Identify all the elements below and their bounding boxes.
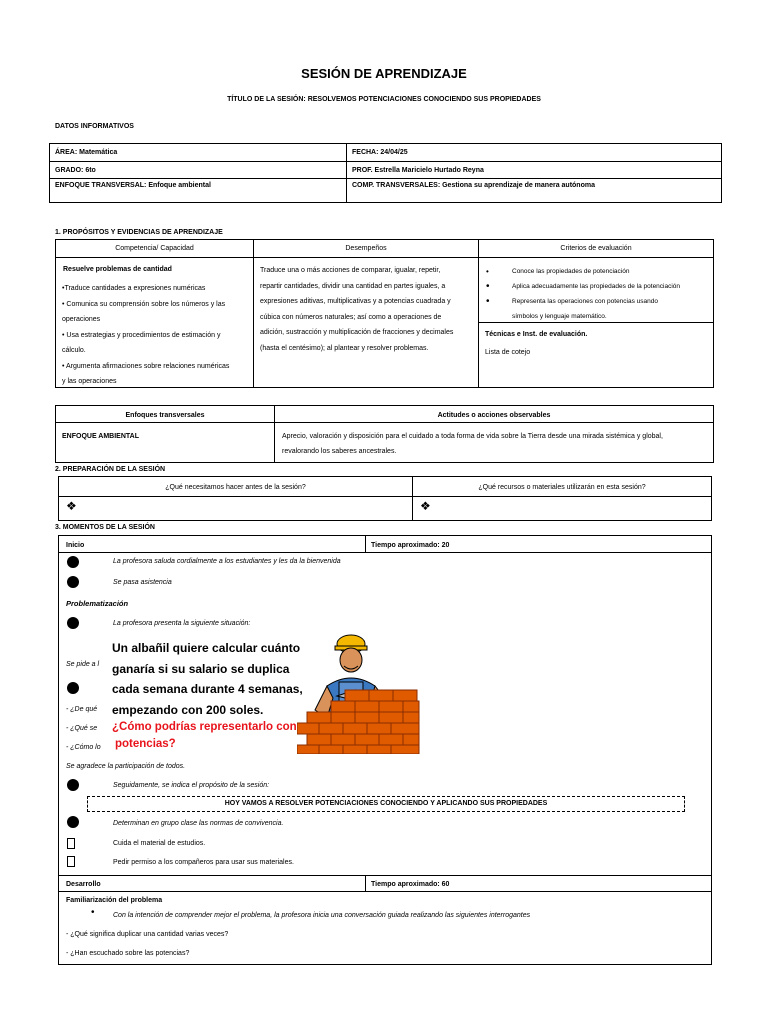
inicio-line: La profesora saluda cordialmente a los estudiantes y les da la bienvenida — [113, 558, 341, 565]
criterio-line: Aplica adecuadamente las propiedades de la potenciación — [512, 283, 681, 290]
competencia-title: Resuelve problemas de cantidad — [63, 266, 172, 273]
tiempo-inicio: Tiempo aproximado: 20 — [371, 542, 450, 549]
bricklayer-illustration — [297, 630, 420, 754]
checkbox-icon — [67, 856, 75, 867]
bullet-icon: • — [486, 296, 490, 307]
inicio-label: Inicio — [66, 542, 85, 549]
col-enfoques: Enfoques transversales — [125, 412, 205, 419]
capacidad-line: y las operaciones — [62, 378, 117, 385]
area-cell: ÁREA: Matemática — [50, 144, 347, 162]
problem-line: Un albañil quiere calcular cuánto — [112, 641, 301, 655]
datos-table — [49, 143, 722, 203]
diamond-bullet-icon: ❖ — [66, 499, 77, 513]
proposito-box: HOY VAMOS A RESOLVER POTENCIACIONES CONOCIENDO Y APLICANDO SUS PROPIEDADES — [87, 796, 685, 812]
propositos-table — [55, 239, 714, 388]
col-criterios: Criterios de evaluación — [560, 245, 632, 252]
question-line: - ¿De qué — [66, 706, 98, 713]
problematizacion-title: Problematización — [66, 599, 129, 608]
problem-question: ¿Cómo podrías representarlo con — [112, 721, 297, 733]
question-line: - ¿Cómo lo — [66, 744, 101, 751]
desempeno-line: Traduce una o más acciones de comparar, igualar, repetir, — [260, 267, 441, 274]
problem-question: potencias? — [115, 738, 176, 750]
criterio-line: Conoce las propiedades de potenciación — [512, 268, 630, 275]
capacidad-line: • Usa estrategias y procedimientos de estimación y — [62, 331, 221, 339]
desempeno-line: adición, sustracción y multiplicación de fracciones y decimales — [260, 329, 454, 336]
capacidad-line: • Argumenta afirmaciones sobre relaciones numéricas — [62, 362, 230, 370]
col-competencia: Competencia/ Capacidad — [115, 245, 194, 252]
question-line: - ¿Qué se — [66, 725, 98, 732]
question-line: - ¿Qué significa duplicar una cantidad varias veces? — [66, 931, 229, 938]
preparacion-table — [58, 476, 712, 521]
problem-line: cada semana durante 4 semanas, — [112, 682, 303, 696]
inicio-line: La profesora presenta la siguiente situación: — [113, 620, 251, 627]
problem-line: ganaría si su salario se duplica — [112, 661, 290, 676]
bullet-icon — [67, 682, 79, 694]
desarrollo-label: Desarrollo — [66, 881, 101, 888]
momentos-heading: 3. MOMENTOS DE LA SESIÓN — [55, 524, 155, 531]
capacidad-line: operaciones — [62, 316, 101, 323]
inicio-line: Se pasa asistencia — [113, 579, 172, 586]
diamond-bullet-icon: ❖ — [420, 499, 431, 513]
bullet-icon: • — [91, 907, 95, 918]
actitudes-line: Aprecio, valoración y disposición para el cuidado a toda forma de vida sobre la Tierra desde una mirada sistémica y global, — [282, 433, 663, 440]
enfoques-table — [55, 405, 714, 463]
bullet-icon — [67, 617, 79, 629]
q-antes: ¿Qué necesitamos hacer antes de la sesión? — [165, 484, 306, 491]
desempenos-text — [260, 263, 475, 356]
comp-cell: COMP. TRANSVERSALES: Gestiona su aprendizaje de manera autónoma — [347, 179, 722, 203]
actitudes-line: revalorando los saberes ancestrales. — [282, 448, 397, 455]
desempeno-line: cúbica con números naturales; así como a operaciones de — [260, 313, 442, 321]
capacidad-line: cálculo. — [62, 347, 86, 354]
bullet-icon — [67, 816, 79, 828]
norma-line: Pedir permiso a los compañeros para usar sus materiales. — [113, 859, 294, 866]
propositos-heading: 1. PROPÓSITOS Y EVIDENCIAS DE APRENDIZAJE — [55, 229, 223, 236]
q-recursos: ¿Qué recursos o materiales utilizarán en esta sesión? — [478, 484, 646, 491]
page-title: SESIÓN DE APRENDIZAJE — [301, 66, 467, 81]
capacidad-line: •Traduce cantidades a expresiones numéricas — [62, 285, 206, 292]
problem-line: empezando con 200 soles. — [112, 702, 264, 717]
prof-cell: PROF. Estrella Maricielo Hurtado Reyna — [347, 162, 722, 179]
problem-image — [105, 630, 420, 754]
familiarizacion-line: Con la intención de comprender mejor el problema, la profesora inicia una conversación guiada realizando las siguientes interrogantes — [113, 912, 531, 919]
session-title: TÍTULO DE LA SESIÓN: RESOLVEMOS POTENCIACIONES CONOCIENDO SUS PROPIEDADES — [227, 96, 541, 103]
momentos-table — [58, 535, 712, 965]
preparacion-heading: 2. PREPARACIÓN DE LA SESIÓN — [55, 466, 166, 473]
normas-text: Determinan en grupo clase las normas de convivencia. — [113, 820, 284, 827]
desempeno-line: repartir cantidades, dividir una cantidad en partes iguales, a — [260, 282, 446, 290]
bullet-icon: • — [486, 267, 489, 276]
col-actitudes: Actitudes o acciones observables — [437, 412, 551, 419]
grado-cell: GRADO: 6to — [50, 162, 347, 179]
desempeno-line: (hasta el centésimo); al plantear y resolver problemas. — [260, 344, 429, 352]
datos-heading: DATOS INFORMATIVOS — [55, 123, 134, 130]
familiarizacion-title: Familiarización del problema — [66, 897, 163, 904]
capacidad-line: • Comunica su comprensión sobre los números y las — [62, 300, 226, 308]
tecnicas-value: Lista de cotejo — [485, 349, 531, 356]
se-pide-text: Se pide a l — [66, 661, 100, 668]
criterio-line: Representa las operaciones con potencias usando — [512, 298, 658, 305]
proposito-intro: Seguidamente, se indica el propósito de la sesión: — [113, 782, 270, 789]
tecnicas-title: Técnicas e Inst. de evaluación. — [485, 331, 588, 338]
fecha-cell: FECHA: 24/04/25 — [347, 144, 722, 162]
bullet-icon: • — [486, 281, 490, 292]
norma-line: Cuida el material de estudios. — [113, 840, 206, 847]
col-desempenos: Desempeños — [345, 245, 387, 252]
bullet-icon — [67, 779, 79, 791]
bullet-icon — [67, 556, 79, 568]
enfoque-name: ENFOQUE AMBIENTAL — [62, 433, 139, 440]
capacidades-list — [62, 281, 252, 390]
enfoque-cell: ENFOQUE TRANSVERSAL: Enfoque ambiental — [50, 179, 347, 203]
criterios-list — [486, 264, 711, 324]
tiempo-desarrollo: Tiempo aproximado: 60 — [371, 881, 450, 888]
question-line: - ¿Han escuchado sobre las potencias? — [66, 950, 190, 957]
checkbox-icon — [67, 838, 75, 849]
agradece-text: Se agradece la participación de todos. — [66, 763, 186, 770]
bullet-icon — [67, 576, 79, 588]
criterio-line: símbolos y lenguaje matemático. — [512, 313, 607, 320]
desempeno-line: expresiones aditivas, multiplicativas y a potencias cuadrada y — [260, 298, 451, 305]
